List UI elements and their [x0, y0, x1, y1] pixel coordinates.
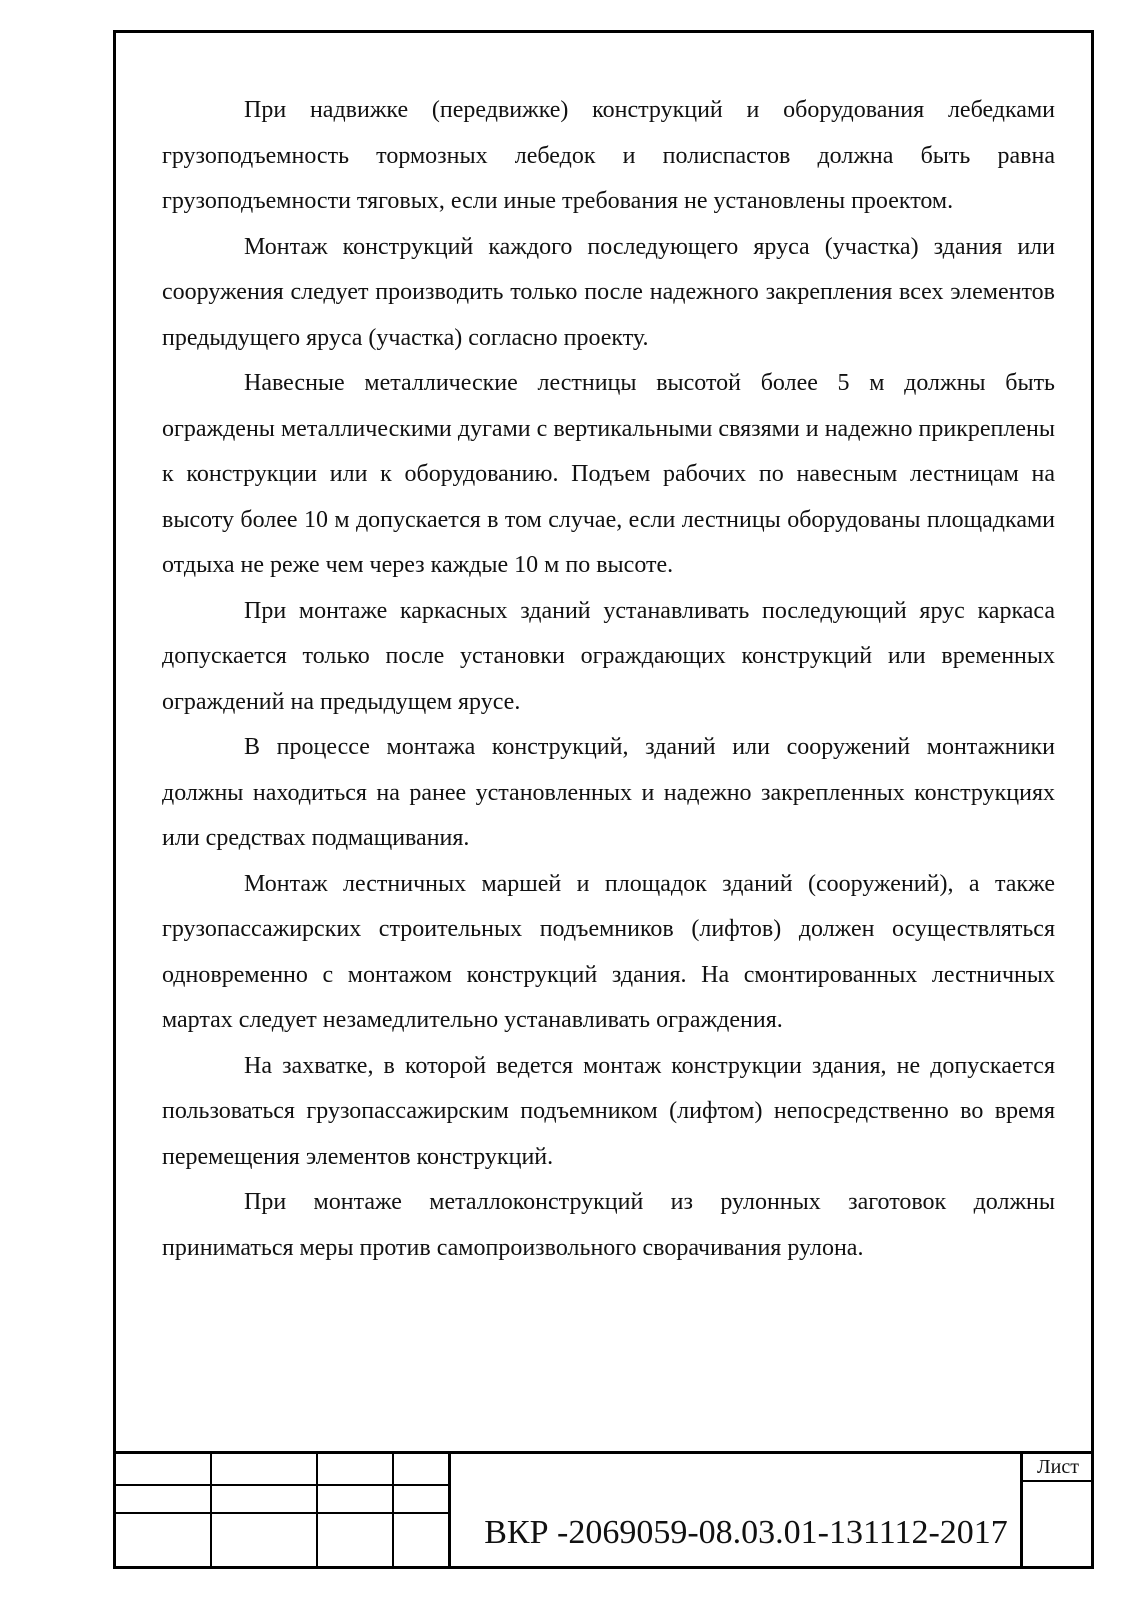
paragraph-8: При монтаже металлоконструкций из рулонных заготовок должны приниматься меры против самопроизвольного сворачивания рулона.	[162, 1189, 1055, 1261]
stamp-col-line-3	[392, 1451, 394, 1569]
paragraph-7: На захватке, в которой ведется монтаж конструкции здания, не допускается пользоваться грузопассажирским подъемником (лифтом) непосредственно во время перемещения элементов конструкций.	[162, 1052, 1055, 1170]
stamp-col-line-1	[210, 1451, 212, 1569]
paragraph-1: При надвижке (передвижке) конструкций и оборудования лебедками грузоподъемность тормозных лебедок и полиспастов должна быть равна грузоподъемности тяговых, если иные требования не установлены проектом.	[162, 97, 1055, 214]
paragraph-5: В процессе монтажа конструкций, зданий или сооружений монтажники должны находиться на ранее установленных и надежно закрепленных конструкциях или средствах подмащивания.	[162, 734, 1055, 851]
stamp-row-line-1	[113, 1484, 451, 1486]
stamp-top-line	[113, 1451, 1094, 1454]
stamp-col-line-2	[316, 1451, 318, 1569]
document-code: ВКР -2069059-08.03.01-131112-2017	[484, 1514, 1008, 1551]
sheet-label: Лист	[1037, 1456, 1079, 1478]
paragraph-2: Монтаж конструкций каждого последующего яруса (участка) здания или сооружения следует производить только после надежного закрепления всех элементов предыдущего яруса (участка) согласно проекту.	[162, 233, 1055, 351]
paragraph-6: Монтаж лестничных маршей и площадок зданий (сооружений), а также грузопассажирских строительных подъемников (лифтов) должен осуществляться одновременно с монтажом конструкций здания. На смонтированных лестничных мартах следует незамедлительно устанавливать ограждения.	[162, 870, 1055, 1033]
stamp-col-line-4	[448, 1451, 451, 1569]
paragraph-3: Навесные металлические лестницы высотой более 5 м должны быть ограждены металлическими дугами с вертикальными связями и надежно прикреплены к конструкции или к оборудованию. Подъем рабочих по навесным лестницам на высоту более 10 м допускается в том случае, если лестницы оборудованы площадками отдыха не реже чем через каждые 10 м по высоте.	[162, 370, 1055, 578]
stamp-row-line-2	[113, 1512, 451, 1514]
document-body	[162, 88, 1055, 1271]
paragraph-4: При монтаже каркасных зданий устанавливать последующий ярус каркаса допускается только после установки ограждающих конструкций или временных ограждений на предыдущем ярусе.	[162, 597, 1055, 715]
